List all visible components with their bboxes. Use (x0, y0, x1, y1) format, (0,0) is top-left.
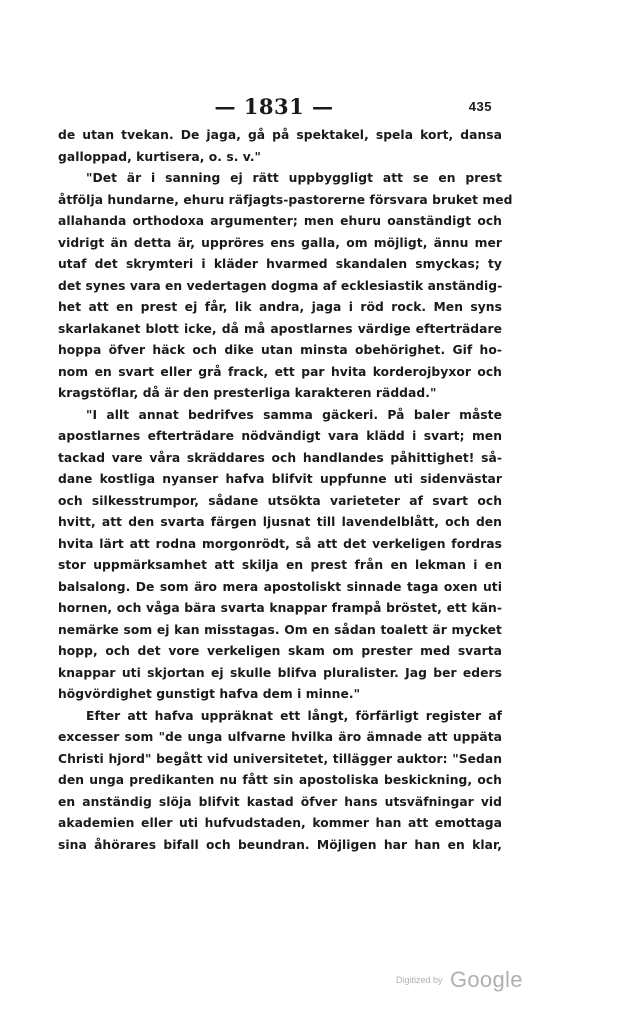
text-line: hvita lärt att rodna morgonrödt, så att det verkeligen fordras (58, 536, 502, 551)
text-line: nemärke som ej kan misstagas. Om en sådan toalett är mycket (58, 622, 502, 637)
text-line: och silkesstrumpor, sådane utsökta varieteter af svart och (58, 493, 502, 508)
text-line: akademien eller uti hufvudstaden, kommer han att emottaga (58, 816, 502, 830)
text-line: en anständig slöja blifvit kastad öfver hans utsväfningar vid (58, 794, 502, 809)
text-line: kragstöflar, då är den presterliga karakteren räddad." (58, 386, 437, 400)
text-line: excesser som "de unga ulfvarne hvilka äro ämnade att uppäta (58, 730, 502, 744)
text-line: "I allt annat bedrifves samma gäckeri. På baler måste (86, 407, 502, 422)
digitized-by-google-watermark (396, 967, 523, 993)
watermark-prefix: Digitized by (396, 975, 443, 985)
text-line: Efter att hafva uppräknat ett långt, förfärligt register af (86, 708, 502, 723)
text-line: det synes vara en vedertagen dogma af ecklesiastik anständig- (58, 278, 503, 293)
text-line: allahanda orthodoxa argumenter; men ehuru oanständigt och (58, 214, 502, 228)
text-line: skarlakanet blott icke, då må apostlarnes värdige efterträdare (58, 321, 502, 336)
text-line: hoppa öfver häck och dike utan minsta obehörighet. Gif ho- (58, 343, 502, 357)
text-line: "Det är i sanning ej rätt uppbyggligt att se en prest (86, 171, 502, 185)
text-line: Christi hjord" begått vid universitetet, tillägger auktor: "Sedan (58, 751, 502, 766)
text-line: sina åhörares bifall och beundran. Möjligen har han en klar, (58, 837, 502, 852)
text-line: utaf det skrymteri i kläder hvarmed skandalen smyckas; ty (58, 257, 502, 271)
text-line: balsalong. De som äro mera apostoliskt sinnade taga oxen uti (58, 579, 502, 594)
page-header (56, 94, 492, 122)
text-line: het att en prest ej får, lik andra, jaga i röd rock. Men syns (58, 300, 502, 314)
text-line: högvördighet gunstigt hafva dem i minne." (58, 687, 361, 701)
text-line: hopp, och det vore verkeligen skam om prester med svarta (58, 644, 502, 658)
text-line: hvitt, att den svarta färgen ljusnat till lavendelblått, och den (58, 515, 502, 529)
text-line: hornen, och våga bära svarta knappar frampå bröstet, ett kän- (58, 601, 502, 615)
text-line: dane kostliga nyanser hafva blifvit uppfunne uti sidenvästar (58, 472, 502, 486)
text-line: åtfölja hundarne, ehuru räfjagts-pastorerne försvara bruket med (58, 192, 513, 207)
running-title-year: — 1831 — (214, 94, 334, 119)
text-line: vidrigt än detta är, uppröres ens galla, om möjligt, ännu mer (58, 235, 502, 250)
text-line: stor uppmärksamhet att skilja en prest från en lekman i en (58, 558, 502, 572)
page-number: 435 (468, 99, 492, 114)
body-text (58, 125, 513, 856)
text-line: apostlarnes efterträdare nödvändigt vara klädd i svart; men (58, 429, 502, 443)
text-line: galloppad, kurtisera, o. s. v." (58, 149, 262, 164)
text-line: tackad vare våra skräddares och handlandes påhittighet! så- (58, 450, 502, 465)
text-line: de utan tvekan. De jaga, gå på spektakel, spela kort, dansa (58, 128, 502, 142)
text-line: den unga predikanten nu fått sin apostoliska beskickning, och (58, 773, 502, 787)
text-line: nom en svart eller grå frack, ett par hvita korderojbyxor och (58, 364, 502, 379)
text-line: knappar uti skjortan ej skulle blifva pluralister. Jag ber eders (58, 665, 502, 680)
google-logo: Google (449, 967, 523, 992)
